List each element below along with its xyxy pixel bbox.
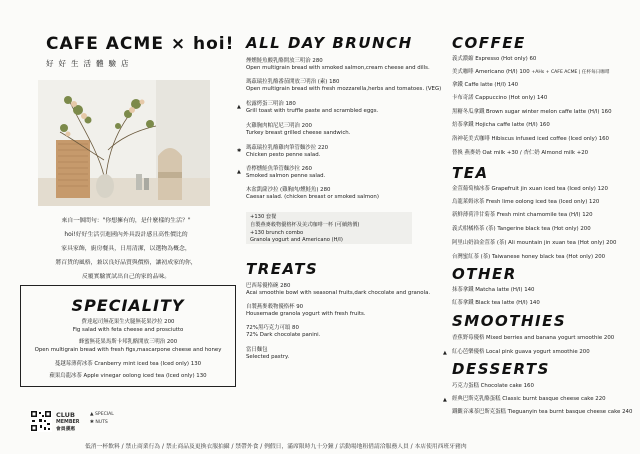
combo-line: +130 brunch combo [250,229,304,236]
brand-block [46,34,235,69]
menu-item [452,226,591,233]
item-name-zh: 瑪茲瑞拉乳酪雞肉筆管麵沙拉 [246,145,317,151]
item-name: 卡布奇諾 Cappuccino (Hot only) [452,95,536,101]
special-mark-icon: ▲ [443,397,447,403]
speciality-item [21,338,235,354]
item-price: 200 [603,335,615,341]
item-price: 140 [507,82,519,88]
item-price: 200 [594,254,606,260]
menu-item [452,349,590,356]
item-name: 焙茶拿鐵 Hojicha caffe latte (H/I) [452,122,538,128]
menu-item [452,56,536,63]
menu-item [246,166,325,180]
menu-item [452,186,608,193]
special-mark-icon: ▲ [237,169,241,175]
speciality-item [21,318,235,334]
menu-item [246,101,378,115]
combo-line: +130 套餐 [250,214,277,220]
section-title-treats: TREATS [246,260,319,278]
menu-item [452,335,614,342]
item-name-en: Chicken pesto penne salad. [246,152,321,158]
item-price: 200 [164,319,175,325]
item-price: 180 [329,79,340,85]
special-mark-icon: ▲ [90,412,94,417]
club-label-line: MEMBER [56,420,80,425]
menu-item [246,79,441,93]
brunch-combo-box [246,212,412,244]
milk-option [452,150,588,157]
shop-photo-illustration [38,80,210,206]
club-label-line: CLUB [56,411,75,419]
menu-item [246,187,379,201]
combo-line: Granola yogurt and Americano (H/I) [250,237,343,244]
item-name: 經典巴斯克乳酪蛋糕 Classic burnt basque cheese cake [452,396,594,402]
special-mark-icon: ▲ [443,350,447,356]
item-name-zh: 當日麵包 [246,347,268,353]
menu-item [246,58,430,72]
item-price: 120 [582,212,593,218]
menu-item [452,212,593,219]
combo-line: 自製燕麥穀物優格杯及美式咖啡一杯 (可續熱價) [250,221,360,228]
nuts-mark-icon: ✱ [90,420,94,425]
item-price: 160 [601,109,612,115]
item-name: 美式咖啡 Americano (H/I) [452,69,518,75]
item-price: 160 [598,136,609,142]
item-name-zh: 香檸燻鮭魚筆管麵沙拉 [246,166,300,172]
item-price: 100 [519,69,530,75]
item-note: +AHs + CAFE ACME | 任杯每日咖啡 [531,70,610,75]
intro-line: 反覆實驗實試出自己的家的品味。 [81,274,171,280]
section-title-smoothies: SMOOTHIES [452,312,567,330]
section-title-coffee: COFFEE [452,34,526,52]
item-price: 200 [606,240,617,246]
item-name-zh: 自製燕麥穀物優格杯 [246,304,295,310]
item-name-en: Acai smoothie bowl with seasonal fruits,dark chocolate and granola. [246,290,431,296]
item-price: 140 [529,300,540,306]
item-price: 280 [312,58,323,64]
item-name: 台灣蜜紅茶 (茶) Taiwanese honey black tea (Hot only) [452,254,594,260]
menu-item [452,95,547,102]
item-name: 替換 燕麥奶 Oat milk +30 / 杏仁奶 Almond milk +20 [452,150,589,156]
club-label-line: 會員優惠 [56,427,76,432]
item-price: 120 [589,199,600,205]
item-name-zh: 松露烤蛋三明治 [246,101,284,107]
item-name: 洛神花美式咖啡 Hibiscus infused iced coffee (Iced only) [452,136,597,142]
item-name-en: Housemade granola yogurt with fresh fruits. [246,311,366,317]
brand-logo: CAFE ACME × hoi! [46,34,235,54]
item-price: 160 [539,122,550,128]
legend-nuts: NUTS [95,420,108,425]
item-name: 新鮮薄荷洋甘菊茶 Fresh mint chamomile tea (H/I) [452,212,581,218]
nuts-mark-icon: ✱ [237,148,242,154]
item-name-en: Open multigrain bread with fresh mozzarella,herbs and tomatoes. (VEG) [246,86,442,92]
item-name-en: Smoked salmon penne salad. [246,173,326,179]
special-mark-icon: ▲ [237,104,241,110]
item-name-en: 72% Dark chocolate panini. [246,332,321,338]
item-name: 阿里山奶油金萱茶 (茶) Ali mountain jin xuan tea (Hot only) [452,240,605,246]
item-name-zh: 蘋果烏龍冰茶 [49,373,82,379]
section-title-desserts: DESSERTS [452,360,550,378]
item-name-zh: 72%黑巧克力可頌 [246,325,291,331]
item-name-en: Grill toast with truffle paste and scrambled eggs. [246,108,379,114]
item-price: 130 [196,373,207,379]
speciality-item [21,372,235,380]
item-name: 金萱葡萄柚冰茶 Grapefruit jin xuan iced tea (Iced only) [452,186,596,192]
item-price: 240 [622,409,633,415]
menu-item [452,122,550,129]
item-price: 80 [292,325,299,331]
intro-line: 來自一個問句："你想擁有的，是什麼樣的生活？" [61,218,191,224]
item-name-zh: 煙燻鮭魚酸乳酪開放三明治 [246,58,311,64]
brand-tagline: 好好生活體驗店 [46,59,134,68]
item-name-en: Turkey breast grilled cheese sandwich. [246,130,351,136]
shop-photo [38,80,210,206]
menu-item [452,396,606,403]
item-name-zh: 費達起司無花果生火腿無花果沙拉 [81,319,163,325]
item-name-en: Cranberry mint iced tea (Iced only) [94,361,190,367]
item-price: 60 [529,56,537,62]
item-price: 140 [524,287,535,293]
club-label [56,412,79,433]
item-name-zh: 巴西莓優格碗 [246,283,279,289]
speciality-box [20,285,236,387]
item-name: 抹茶拿鐵 Matcha latte (H/I) [452,287,523,293]
menu-item [246,304,366,318]
menu-item [452,109,612,116]
item-name: 紅茶拿鐵 Black tea latte (H/I) [452,300,528,306]
item-name-en: Selected pastry. [246,354,290,360]
menu-item [246,347,289,361]
item-name-en: Caesar salad. (chicken breast or smoked salmon) [246,194,379,200]
section-title-other: OTHER [452,265,517,283]
menu-item [452,136,609,143]
menu-item [246,123,350,137]
item-name: 拿鐵 Caffe latte (H/I) [452,82,507,88]
item-name: 巧克力蛋糕 Chocolate cake [452,383,522,389]
item-price: 120 [597,186,608,192]
item-price: 220 [595,396,606,402]
item-price: 280 [320,187,331,193]
item-price: 140 [536,95,548,101]
speciality-item [21,360,235,368]
item-name-en: Open multigrain bread with fresh figs,mascarpone cheese and honey [34,347,222,353]
item-price: 200 [580,226,591,232]
item-name: 紅心芭樂優格 Local pink guava yogurt smoothie [452,349,578,355]
item-name: 香蕉野莓優格 Mixed berries and banana yogurt smoothie [452,335,603,341]
item-price: 130 [190,361,202,367]
item-name-zh: 瑪茲瑞拉乳酪番茄開放三明治 (素) [246,79,328,85]
intro-line: 將百貨的風格，兼以良好品質與價格，讓初成家的你， [55,260,197,266]
item-name-zh: 蜂蜜無花果馬斯卡邦乳酪開放三明治 [78,339,166,345]
intro-line: 家具家飾，廚房餐具，日用清潔，以選物為概念， [61,246,191,252]
menu-item [452,82,518,89]
footer-rules: 低消一杯飲料 / 禁止商業行為 / 禁止商品及更換衣服拍攝 / 禁帶外食 / 例假日，滿席限時九十分鐘 / 活動場地租借請洽服務人員 / 本店使用西班牙豬肉 [85,444,467,450]
item-price: 200 [579,349,590,355]
menu-item [452,383,534,390]
item-name-en: Open multigrain bread with smoked salmon,cream cheese and dills. [246,65,430,71]
item-name-zh: 火雞胸肉帕尼尼三明治 [246,123,300,129]
menu-item [452,287,534,294]
item-price: 180 [285,101,296,107]
item-price: 280 [280,283,291,289]
menu-item [452,254,605,261]
item-name: 黑糖冬瓜拿鐵 Brown sugar winter melon caffe latte (H/I) [452,109,600,115]
menu-item [246,145,328,159]
menu-item [452,409,632,416]
item-name: 義式柑橘格茶 (茶) Tangerine black tea (Hot only) [452,226,579,232]
section-title-tea: TEA [452,164,489,182]
legend [90,411,114,427]
menu-item [452,69,609,76]
item-name-zh: 蔓越莓薄荷冰茶 [54,361,93,367]
item-name: 烏龍萊姆冰茶 Fresh lime oolong iced tea (Iced only) [452,199,588,205]
menu-item [452,300,540,307]
item-name-en: Apple vinegar oolong iced tea (Iced only) [83,373,195,379]
menu-item [452,199,599,206]
item-price: 200 [301,123,312,129]
item-name-zh: 木盆凱薩沙拉 (雞胸肉/燻鮭魚) [246,187,319,193]
item-price: 220 [317,145,329,151]
item-price: 260 [301,166,312,172]
item-price: 200 [166,339,178,345]
item-name: 義式濃縮 Espresso (Hot only) [452,56,528,62]
item-name-en: Fig salad with feta cheese and prosciutto [72,327,184,333]
speciality-title: SPECIALITY [71,296,185,315]
item-price: 160 [523,383,534,389]
menu-item [452,240,616,247]
intro-line: hoi!好好生活引進國內外具設計感且高性價比的 [64,232,188,238]
menu-item [246,325,320,339]
menu-item [246,283,430,297]
item-name: 鐵觀音凍茶巴斯克蛋糕 Tieguanyin tea burnt basque cheese cake [452,409,621,415]
section-title-brunch: ALL DAY BRUNCH [246,34,413,52]
intro-text [36,214,216,284]
qr-code-icon[interactable] [30,410,52,432]
legend-special: SPECIAL [95,412,114,417]
item-price: 90 [296,304,304,310]
